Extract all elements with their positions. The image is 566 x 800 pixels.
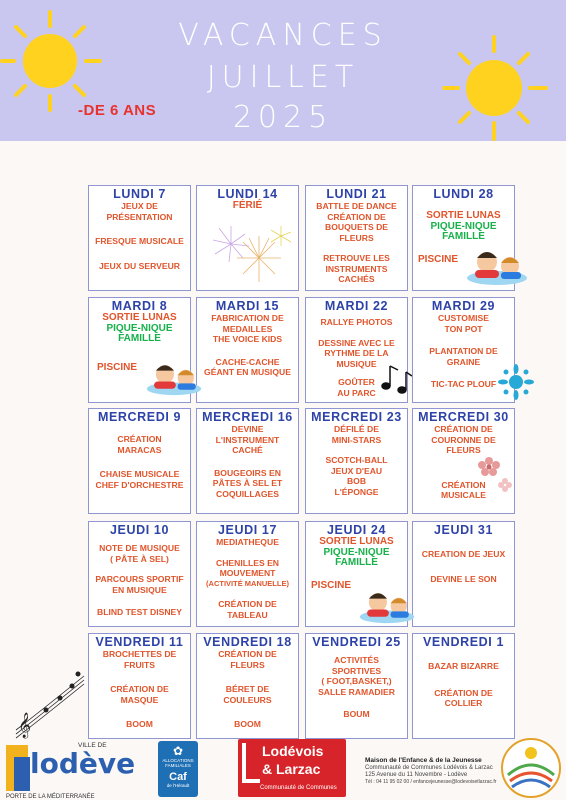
activity: BOB (346, 476, 367, 486)
activity: SORTIE LUNAS (102, 312, 177, 323)
day-title: MERCREDI 23 (311, 410, 402, 424)
activity: ( PÂTE À SEL) (110, 553, 169, 564)
activity: THE VOICE KIDS (212, 334, 283, 344)
cell-vendredi-11 (88, 633, 191, 739)
day-title: LUNDI 28 (433, 187, 494, 201)
day-title: MARDI 8 (111, 299, 168, 313)
activity: INSTRUMENTS (325, 263, 388, 274)
activity: AU PARC (337, 387, 376, 398)
activity: ( FOOT,BASKET,) (321, 676, 392, 686)
day-title: JEUDI 31 (434, 523, 493, 537)
maison-address-line: 125 Avenue du 11 Novembre - Lodève (365, 772, 468, 778)
day-title: VENDREDI 1 (422, 635, 505, 649)
activity: COURONNE DE (431, 434, 496, 445)
activity: CRÉATION DE (434, 424, 493, 434)
title-line-2: JUILLET (206, 60, 360, 95)
day-title: LUNDI 14 (217, 187, 278, 201)
activity: BOUQUETS DE (324, 222, 389, 232)
activity: CRÉATION DE (434, 687, 493, 698)
fireworks-icon (201, 224, 297, 286)
cell-jeudi-17 (196, 521, 299, 627)
activity: FLEURS (230, 659, 265, 670)
caf-line1: ALLOCATIONS (162, 758, 194, 763)
activity: PLANTATION DE (429, 346, 498, 356)
maison-address-line: Communauté de Communes Lodévois & Larzac (365, 765, 493, 771)
age-label: -DE 6 ANS (78, 102, 157, 119)
swimming-children-icon (145, 357, 203, 397)
caf-flower-icon: ✿ (172, 744, 184, 758)
maison-enfance-logo (500, 737, 562, 799)
activity: MUSICALE (441, 490, 486, 500)
activity: CRÉATION DE (110, 684, 169, 694)
lodeve-small-label: VILLE DE (78, 742, 107, 749)
activity: COQUILLAGES (215, 488, 280, 499)
day-title: MERCREDI 16 (202, 410, 293, 424)
activity: ACTIVITÉS (334, 655, 379, 665)
swimming-children-icon (358, 585, 416, 625)
activity: BATTLE DE DANCE (316, 201, 397, 211)
highlight-activity: FAMILLE (335, 557, 378, 568)
cell-lundi-14 (196, 185, 299, 291)
activity: RALLYE PHOTOS (320, 317, 393, 327)
activity: DEVINE (231, 424, 264, 434)
day-title: LUNDI 21 (326, 187, 387, 201)
activity: CREATION DE JEUX (421, 549, 506, 559)
activity: SALLE RAMADIER (318, 686, 395, 697)
highlight-activity: FAMILLE (442, 231, 485, 242)
title-line-3: 2025 (232, 100, 334, 135)
activity: PISCINE (311, 579, 352, 591)
activity: CUSTOMISE (438, 313, 489, 323)
activity: GOÛTER (338, 377, 375, 387)
activity: PISCINE (97, 361, 138, 373)
day-title: VENDREDI 18 (203, 635, 292, 649)
activity: CHAISE MUSICALE (99, 469, 180, 479)
cell-mardi-15 (196, 297, 299, 403)
day-title: MERCREDI 30 (418, 410, 509, 424)
activity: BOUGEOIRS EN (214, 467, 281, 478)
highlight-activity: PIQUE-NIQUE (106, 322, 173, 334)
activity: MUSIQUE (336, 358, 377, 369)
swimming-children-icon (465, 244, 529, 286)
activity: TON POT (444, 323, 483, 334)
activity: (ACTIVITÉ MANUELLE) (206, 578, 289, 588)
cc-sub: Communauté de Communes (260, 785, 337, 791)
activity: PÂTES À SEL ET (212, 478, 283, 488)
activity: SCOTCH-BALL (325, 455, 388, 465)
activity: JEUX DU SERVEUR (98, 260, 181, 271)
activity: RETROUVE LES (323, 253, 390, 263)
caf-name: Caf (169, 771, 187, 783)
activity: BAZAR BIZARRE (428, 661, 499, 671)
activity: MEDAILLES (222, 323, 273, 334)
highlight-activity: FAMILLE (118, 333, 161, 344)
activity: SORTIE LUNAS (319, 536, 394, 547)
activity: FLEURS (339, 232, 374, 243)
highlight-activity: PIQUE-NIQUE (430, 220, 497, 232)
activity: CACHÉS (338, 274, 375, 284)
caf-line2: FAMILIALES (165, 763, 191, 768)
lodeve-name: lodève (30, 747, 136, 780)
activity: DEVINE LE SON (430, 573, 497, 584)
maison-contact: Tél : 04 11 95 02 00 / enfancejeunesse@lodevoisetlarzac.fr (365, 779, 497, 785)
lodeve-tagline: PORTE DE LA MÉDITERRANÉE (6, 794, 95, 800)
day-title: MERCREDI 9 (97, 410, 182, 424)
activity: GRAINE (446, 356, 481, 367)
cell-lundi-7 (88, 185, 191, 291)
cell-vendredi-18 (196, 633, 299, 739)
cell-mercredi-23 (305, 408, 408, 514)
cell-mercredi-9 (88, 408, 191, 514)
cc-line2: & Larzac (262, 761, 321, 777)
day-title: VENDREDI 11 (95, 635, 184, 649)
day-title: MARDI 22 (324, 299, 389, 313)
music-notes-icon (378, 360, 412, 396)
cell-jeudi-31 (412, 521, 515, 627)
activity: BOOM (234, 719, 261, 729)
activity: CACHÉ (232, 445, 263, 455)
activity: BÉRET DE (225, 684, 270, 694)
activity: JEUX D'EAU (330, 465, 383, 476)
activity: CACHE-CACHE (215, 356, 280, 367)
day-title: JEUDI 17 (218, 523, 277, 537)
activity: DÉFILÉ DE (334, 424, 379, 434)
highlight-activity: PIQUE-NIQUE (323, 546, 390, 558)
day-title: MARDI 15 (215, 299, 280, 313)
activity: FRUITS (123, 659, 156, 670)
activity: PARCOURS SPORTIF (95, 574, 184, 584)
activity: L'ÉPONGE (334, 486, 379, 497)
lodevois-larzac-logo (238, 739, 346, 797)
activity: CRÉATION (117, 434, 162, 444)
cell-vendredi-1 (412, 633, 515, 739)
cell-mercredi-30 (412, 408, 515, 514)
activity: NOTE DE MUSIQUE (99, 543, 180, 553)
day-title: LUNDI 7 (113, 187, 166, 201)
activity: CRÉATION DE (218, 599, 277, 609)
activity: SPORTIVES (331, 665, 382, 676)
activity: MASQUE (120, 694, 159, 705)
activity: BROCHETTES DE (102, 649, 177, 659)
day-title: VENDREDI 25 (312, 635, 401, 649)
footer-logos (0, 735, 566, 800)
activity: FÉRIÉ (232, 200, 263, 211)
activity: MEDIATHEQUE (216, 537, 279, 547)
cell-jeudi-10 (88, 521, 191, 627)
activity: MOUVEMENT (219, 568, 276, 578)
activity: PRÉSENTATION (106, 211, 173, 222)
activity: EN MUSIQUE (112, 584, 167, 595)
activity: CRÉATION DE (218, 649, 277, 659)
activity: GÉANT EN MUSIQUE (204, 367, 291, 377)
activity: MINI-STARS (331, 434, 382, 445)
activity: COULEURS (223, 694, 272, 705)
activity: PISCINE (418, 253, 459, 265)
activity: BOOM (126, 719, 153, 729)
activity: RYTHME DE LA (324, 348, 389, 358)
activity: CRÉATION (441, 479, 486, 490)
caf-sub: de l'Hérault (166, 783, 190, 788)
activity: FABRICATION DE (211, 313, 284, 323)
activity: TABLEAU (227, 609, 268, 620)
day-title: JEUDI 10 (110, 523, 169, 537)
activity: CHENILLES EN (215, 557, 280, 568)
activity: L'INSTRUMENT (215, 434, 280, 445)
activity: CRÉATION DE (327, 211, 386, 222)
activity: COLLIER (444, 698, 483, 708)
cc-line1: Lodévois (262, 743, 324, 759)
music-staff-icon (12, 660, 88, 740)
caf-logo (158, 741, 198, 797)
maison-enfance-info (365, 757, 503, 786)
title-line-1: VACANCES (178, 18, 388, 53)
activity: BOUM (343, 709, 370, 719)
cell-vendredi-25 (305, 633, 408, 739)
lodeve-logo (6, 741, 136, 800)
cell-lundi-21 (305, 185, 408, 291)
flower-icon (477, 453, 513, 493)
activity: FRESQUE MUSICALE (95, 236, 184, 246)
activity: DESSINE AVEC LE (318, 337, 395, 348)
activity: BLIND TEST DISNEY (97, 607, 182, 617)
activity: SORTIE LUNAS (426, 210, 501, 221)
activity: CHEF D'ORCHESTRE (95, 479, 184, 490)
maison-title: Maison de l'Enfance & de la Jeunesse (365, 757, 482, 764)
svg-text:𝄞: 𝄞 (18, 713, 32, 738)
water-splash-icon (498, 364, 534, 400)
activity: FLEURS (446, 445, 481, 455)
cell-mercredi-16 (196, 408, 299, 514)
day-title: MARDI 29 (431, 299, 496, 313)
activity: MARACAS (117, 444, 162, 455)
day-title: JEUDI 24 (327, 523, 386, 537)
activity: JEUX DE (121, 201, 158, 211)
activity: TIC-TAC PLOUF (430, 379, 497, 389)
